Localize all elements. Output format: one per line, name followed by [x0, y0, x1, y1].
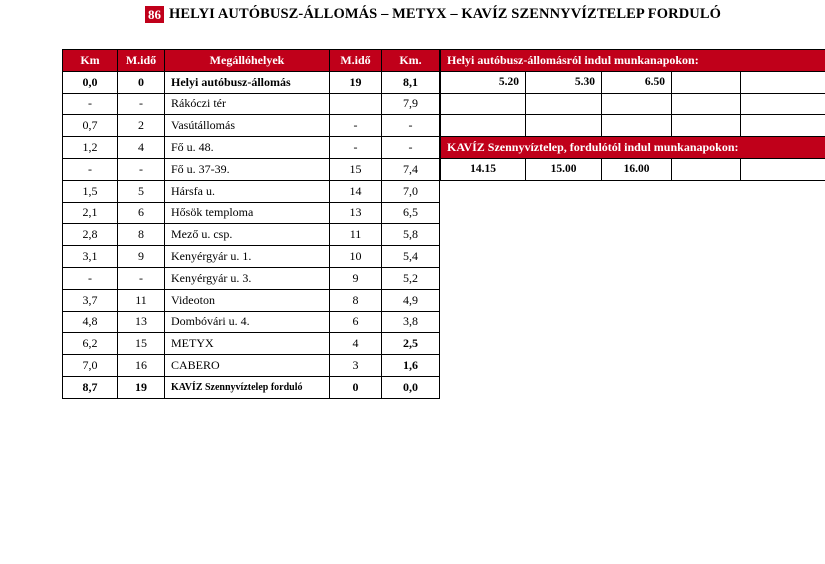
- time-cell: 19: [118, 376, 165, 398]
- terminus-times-row: [441, 158, 825, 180]
- empty-cell: [741, 115, 825, 137]
- route-number-badge: 86: [145, 6, 164, 23]
- km-return-cell: 5,8: [382, 224, 440, 246]
- departure-time: 5.30: [526, 71, 602, 93]
- km-cell: 2,8: [63, 224, 118, 246]
- empty-cell: [441, 115, 526, 137]
- time-return-cell: 6: [330, 311, 382, 333]
- departure-time: 15.00: [526, 158, 602, 180]
- km-return-cell: 7,0: [382, 180, 440, 202]
- time-return-cell: 3: [330, 355, 382, 377]
- table-row: [63, 333, 440, 355]
- stop-name: Dombóvári u. 4.: [165, 311, 330, 333]
- km-cell: 0,0: [63, 71, 118, 93]
- col-km: Km: [63, 50, 118, 72]
- km-cell: 2,1: [63, 202, 118, 224]
- terminus-header-row: [441, 137, 825, 159]
- stops-header-row: [63, 50, 440, 72]
- table-row: [63, 71, 440, 93]
- km-cell: 4,8: [63, 311, 118, 333]
- table-row: [63, 93, 440, 115]
- table-row: [63, 246, 440, 268]
- time-cell: -: [118, 267, 165, 289]
- empty-cell: [602, 115, 672, 137]
- col-km-return: Km.: [382, 50, 440, 72]
- km-cell: -: [63, 158, 118, 180]
- time-cell: 8: [118, 224, 165, 246]
- time-return-cell: -: [330, 115, 382, 137]
- empty-cell: [441, 93, 526, 115]
- empty-cell: [526, 115, 602, 137]
- empty-cell: [602, 93, 672, 115]
- time-return-cell: [330, 93, 382, 115]
- route-title: HELYI AUTÓBUSZ-ÁLLOMÁS – METYX – KAVÍZ SZENNYVÍZTELEP FORDULÓ: [169, 5, 721, 22]
- stop-name: Kenyérgyár u. 3.: [165, 267, 330, 289]
- stop-name: Hársfa u.: [165, 180, 330, 202]
- km-cell: 1,2: [63, 137, 118, 159]
- time-cell: 9: [118, 246, 165, 268]
- stop-name: Helyi autóbusz-állomás: [165, 71, 330, 93]
- km-return-cell: 5,2: [382, 267, 440, 289]
- departure-time: [672, 158, 741, 180]
- time-return-cell: 9: [330, 267, 382, 289]
- stop-name: Mező u. csp.: [165, 224, 330, 246]
- km-cell: 7,0: [63, 355, 118, 377]
- km-return-cell: 2,5: [382, 333, 440, 355]
- time-cell: 16: [118, 355, 165, 377]
- km-return-cell: 6,5: [382, 202, 440, 224]
- km-cell: 8,7: [63, 376, 118, 398]
- time-cell: 11: [118, 289, 165, 311]
- departures-table: [440, 49, 825, 181]
- stop-name: Rákóczi tér: [165, 93, 330, 115]
- table-row: [63, 355, 440, 377]
- empty-cell: [672, 93, 741, 115]
- km-cell: -: [63, 267, 118, 289]
- km-return-cell: 7,4: [382, 158, 440, 180]
- km-cell: 3,1: [63, 246, 118, 268]
- table-row: [63, 224, 440, 246]
- time-cell: 2: [118, 115, 165, 137]
- stop-name: Videoton: [165, 289, 330, 311]
- departure-time: 16.00: [602, 158, 672, 180]
- time-return-cell: 11: [330, 224, 382, 246]
- km-return-cell: 4,9: [382, 289, 440, 311]
- km-cell: 3,7: [63, 289, 118, 311]
- time-cell: -: [118, 93, 165, 115]
- departure-time: [672, 71, 741, 93]
- stop-name: CABERO: [165, 355, 330, 377]
- time-cell: 0: [118, 71, 165, 93]
- from-terminus-title: KAVÍZ Szennyvíztelep, fordulótól indul munkanapokon:: [441, 137, 825, 159]
- stop-name: Fő u. 48.: [165, 137, 330, 159]
- table-row: [63, 289, 440, 311]
- stop-name: Kenyérgyár u. 1.: [165, 246, 330, 268]
- departure-times-row: [441, 71, 825, 93]
- empty-cell: [672, 115, 741, 137]
- departure-time: 14.15: [441, 158, 526, 180]
- stop-name: KAVÍZ Szennyvíztelep forduló: [165, 376, 330, 398]
- table-row: [63, 311, 440, 333]
- table-row: [63, 115, 440, 137]
- departure-time: 5.20: [441, 71, 526, 93]
- stop-name: METYX: [165, 333, 330, 355]
- time-return-cell: 8: [330, 289, 382, 311]
- km-return-cell: 5,4: [382, 246, 440, 268]
- from-station-title: Helyi autóbusz-állomásról indul munkanapokon:: [441, 50, 825, 72]
- stop-name: Vasútállomás: [165, 115, 330, 137]
- table-row: [63, 158, 440, 180]
- col-stops: Megállóhelyek: [165, 50, 330, 72]
- page-header: [145, 5, 721, 23]
- departure-blank-row: [441, 115, 825, 137]
- km-return-cell: 1,6: [382, 355, 440, 377]
- departure-time: [741, 71, 825, 93]
- time-cell: -: [118, 158, 165, 180]
- empty-cell: [526, 93, 602, 115]
- table-row: [63, 202, 440, 224]
- time-cell: 6: [118, 202, 165, 224]
- km-cell: 1,5: [63, 180, 118, 202]
- time-cell: 4: [118, 137, 165, 159]
- departure-time: 6.50: [602, 71, 672, 93]
- table-row: [63, 267, 440, 289]
- time-cell: 13: [118, 311, 165, 333]
- stop-name: Hősök temploma: [165, 202, 330, 224]
- time-return-cell: 19: [330, 71, 382, 93]
- departures-header-row: [441, 50, 825, 72]
- departure-time: [741, 158, 825, 180]
- km-return-cell: 0,0: [382, 376, 440, 398]
- km-return-cell: -: [382, 115, 440, 137]
- km-cell: 0,7: [63, 115, 118, 137]
- time-return-cell: -: [330, 137, 382, 159]
- km-return-cell: 7,9: [382, 93, 440, 115]
- table-row: [63, 180, 440, 202]
- km-return-cell: -: [382, 137, 440, 159]
- departure-blank-row: [441, 93, 825, 115]
- km-cell: -: [63, 93, 118, 115]
- time-return-cell: 10: [330, 246, 382, 268]
- time-return-cell: 4: [330, 333, 382, 355]
- km-cell: 6,2: [63, 333, 118, 355]
- time-cell: 5: [118, 180, 165, 202]
- col-time-return: M.idő: [330, 50, 382, 72]
- col-time: M.idő: [118, 50, 165, 72]
- stop-name: Fő u. 37-39.: [165, 158, 330, 180]
- stops-table: [62, 49, 440, 399]
- time-return-cell: 13: [330, 202, 382, 224]
- time-return-cell: 15: [330, 158, 382, 180]
- km-return-cell: 3,8: [382, 311, 440, 333]
- time-cell: 15: [118, 333, 165, 355]
- time-return-cell: 14: [330, 180, 382, 202]
- empty-cell: [741, 93, 825, 115]
- table-row: [63, 376, 440, 398]
- km-return-cell: 8,1: [382, 71, 440, 93]
- table-row: [63, 137, 440, 159]
- time-return-cell: 0: [330, 376, 382, 398]
